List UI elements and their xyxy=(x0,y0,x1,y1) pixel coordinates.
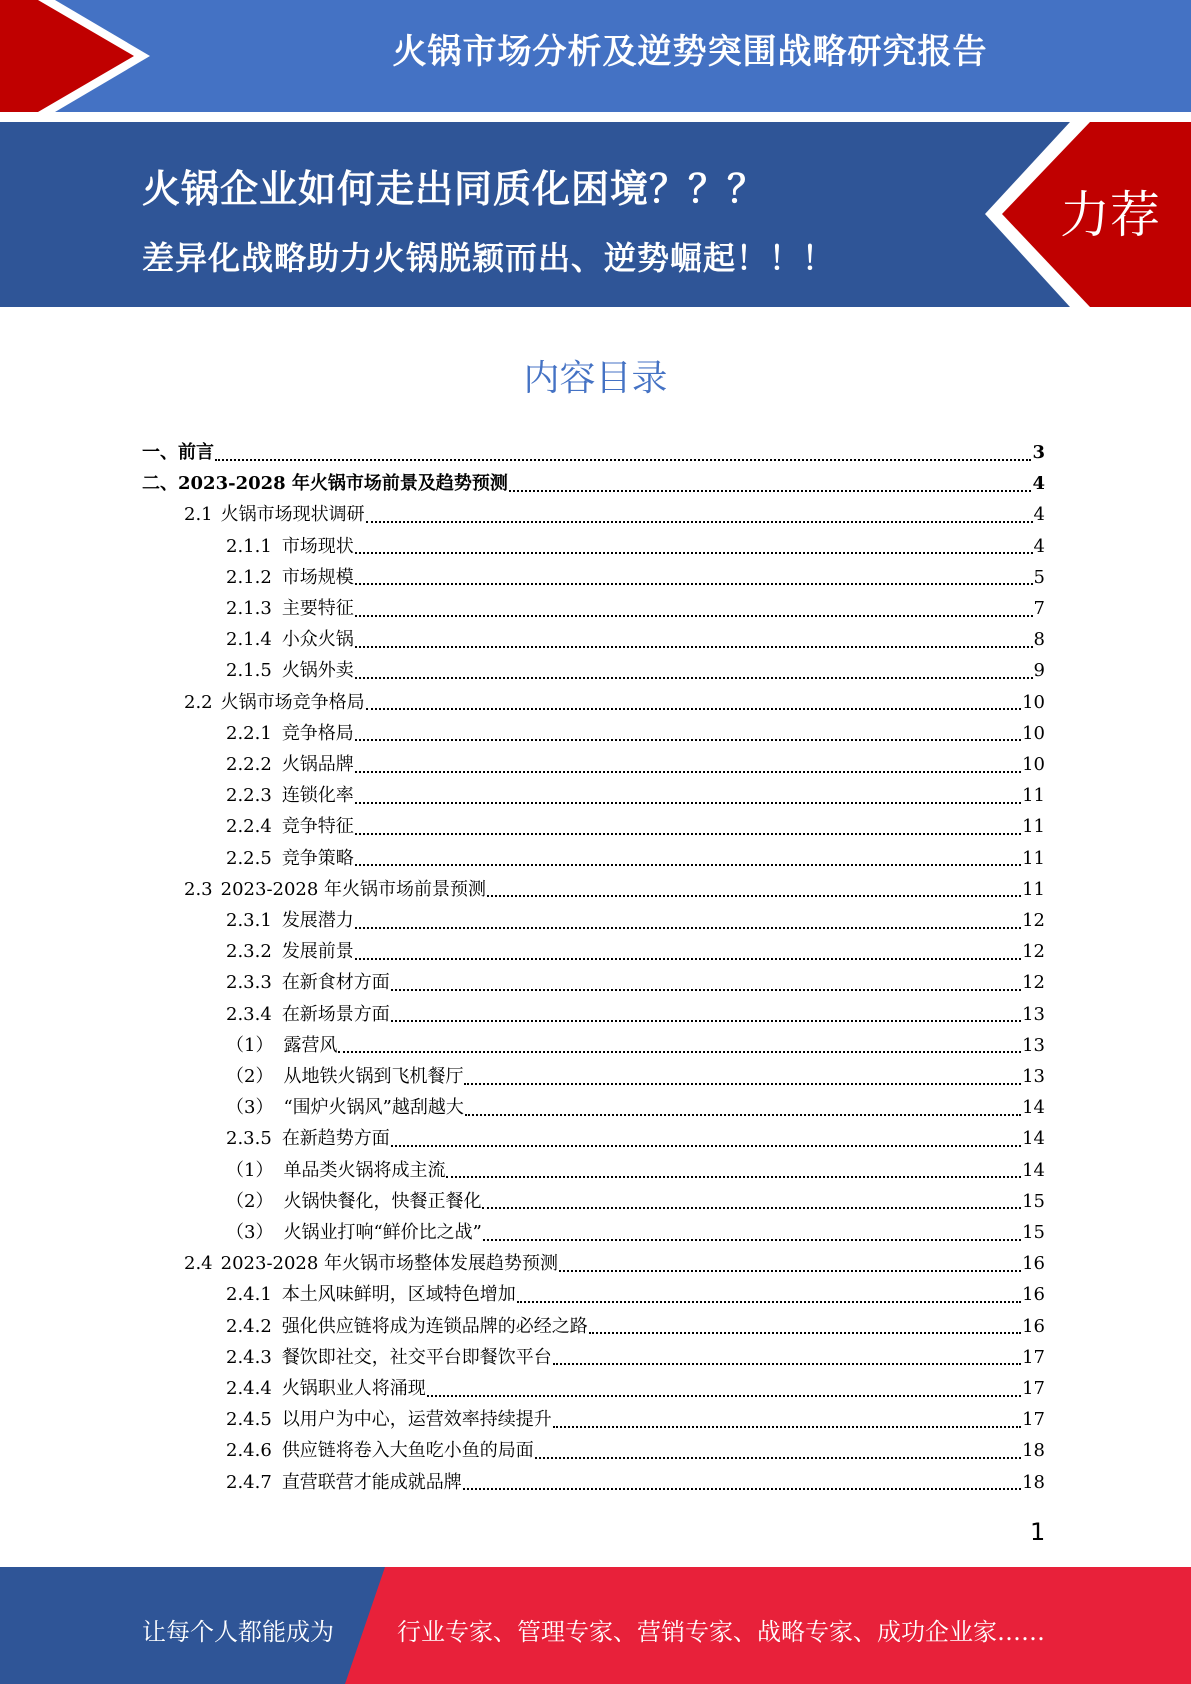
toc-leader-dots xyxy=(553,1363,1021,1365)
toc-entry-title: 市场现状 xyxy=(281,535,354,557)
toc-entry-number: 2.2 xyxy=(184,691,213,713)
toc-entry-number: 2.4.4 xyxy=(226,1378,272,1399)
toc-entry-number: 2.2.2 xyxy=(226,754,272,775)
toc-entry-page: 11 xyxy=(1022,878,1045,900)
toc-entry-page: 10 xyxy=(1022,754,1045,775)
toc-leader-dots xyxy=(215,459,1031,461)
toc-leader-dots xyxy=(427,1395,1021,1397)
toc-entry[interactable] xyxy=(226,718,1045,749)
toc-entry-number: 2.1 xyxy=(184,504,213,526)
toc-leader-dots xyxy=(391,1145,1021,1147)
toc-entry[interactable] xyxy=(226,1311,1045,1342)
toc-leader-dots xyxy=(366,708,1021,710)
toc-entry[interactable] xyxy=(226,1092,1045,1123)
toc-leader-dots xyxy=(464,1083,1021,1085)
toc-entry-title: “围炉火锅风”越刮越大 xyxy=(283,1097,464,1119)
toc-entry-number: 2.2.5 xyxy=(226,847,272,869)
toc-leader-dots xyxy=(465,1114,1021,1116)
toc-entry-title: 主要特征 xyxy=(281,598,354,619)
toc-leader-dots xyxy=(355,739,1021,741)
report-title: 火锅市场分析及逆势突围战略研究报告 xyxy=(392,32,988,72)
toc-leader-dots xyxy=(463,1488,1021,1490)
toc-entry-title: 市场规模 xyxy=(281,566,354,588)
toc-entry-title: 火锅快餐化，快餐正餐化 xyxy=(283,1190,482,1212)
toc-leader-dots xyxy=(366,521,1033,523)
toc-entry-page: 11 xyxy=(1022,816,1045,838)
toc-leader-dots xyxy=(391,989,1021,991)
toc-entry[interactable] xyxy=(226,1186,1045,1217)
toc-entry-title: 以用户为中心，运营效率持续提升 xyxy=(281,1409,552,1431)
toc-entry-page: 16 xyxy=(1022,1315,1045,1337)
toc-entry-number: 2.3.4 xyxy=(226,1003,272,1025)
hero-subheadline: 差异化战略助力火锅脱颖而出、逆势崛起！！！ xyxy=(142,239,836,277)
toc-entry-page: 18 xyxy=(1022,1440,1045,1462)
toc-entry-page: 4 xyxy=(1033,504,1045,526)
toc-entry-page: 12 xyxy=(1022,910,1045,931)
toc-entry-title: 直营联营才能成就品牌 xyxy=(281,1471,462,1493)
toc-entry-number: 2.4.1 xyxy=(226,1284,272,1306)
badge-chevron-shape xyxy=(0,122,1191,307)
toc-entry-title: 在新趋势方面 xyxy=(281,1128,390,1150)
toc-entry-title: 火锅外卖 xyxy=(281,660,354,682)
toc-leader-dots xyxy=(355,677,1033,679)
toc-entry-page: 12 xyxy=(1022,972,1045,994)
toc-entry-title: 发展前景 xyxy=(281,941,354,963)
toc-entry-page: 16 xyxy=(1022,1284,1045,1306)
toc-leader-dots xyxy=(509,490,1032,492)
toc-entry-number: 二、 xyxy=(142,473,178,495)
toc-entry-page: 9 xyxy=(1033,660,1045,682)
toc-entry-page: 8 xyxy=(1033,629,1045,651)
toc-entry[interactable] xyxy=(226,1373,1045,1404)
toc-entry-number: 2.1.4 xyxy=(226,629,272,651)
toc-entry-title: 本土风味鲜明，区域特色增加 xyxy=(281,1284,516,1306)
toc-leader-dots xyxy=(355,583,1033,585)
toc-entry[interactable] xyxy=(226,843,1045,874)
toc-entry[interactable] xyxy=(184,874,1045,905)
toc-entry-number: （2） xyxy=(226,1190,274,1212)
toc-entry-title: 在新食材方面 xyxy=(281,972,390,994)
toc-leader-dots xyxy=(355,833,1021,835)
toc-entry[interactable] xyxy=(226,967,1045,998)
toc-entry[interactable] xyxy=(226,999,1045,1030)
toc-entry-title: 从地铁火锅到飞机餐厅 xyxy=(283,1066,464,1087)
toc-entry-page: 4 xyxy=(1032,473,1045,495)
toc-entry-number: 2.1.1 xyxy=(226,535,272,557)
toc-leader-dots xyxy=(487,895,1021,897)
toc-entry-number: 2.4.2 xyxy=(226,1315,272,1337)
toc-entry-number: 2.4.5 xyxy=(226,1409,272,1431)
toc-entry-title: 发展潜力 xyxy=(281,910,354,931)
toc-entry-number: 一、 xyxy=(142,442,178,463)
toc-entry-title: 连锁化率 xyxy=(281,785,354,807)
toc-entry-page: 12 xyxy=(1022,941,1045,963)
toc-entry-title: 2023-2028 年火锅市场前景预测 xyxy=(220,878,487,900)
toc-entry[interactable] xyxy=(226,1217,1045,1248)
toc-entry-number: 2.4 xyxy=(184,1253,213,1275)
toc-leader-dots xyxy=(589,1332,1021,1334)
toc-entry[interactable] xyxy=(226,1404,1045,1435)
toc-entry[interactable] xyxy=(226,1123,1045,1154)
toc-entry[interactable] xyxy=(142,437,1045,468)
toc-entry[interactable] xyxy=(226,1435,1045,1466)
toc-leader-dots xyxy=(355,771,1021,773)
toc-entry-title: 2023-2028 年火锅市场前景及趋势预测 xyxy=(178,473,508,495)
toc-leader-dots xyxy=(483,1239,1021,1241)
toc-leader-dots xyxy=(559,1270,1021,1272)
toc-entry-title: 露营风 xyxy=(283,1034,338,1056)
toc-entry-title: 竞争策略 xyxy=(281,847,354,869)
toc-entry[interactable] xyxy=(226,624,1045,655)
toc-entry-page: 17 xyxy=(1022,1378,1045,1399)
toc-entry-number: 2.2.4 xyxy=(226,816,272,838)
toc-entry-number: 2.3 xyxy=(184,878,213,900)
toc-leader-dots xyxy=(355,552,1033,554)
toc-entry-number: 2.2.3 xyxy=(226,785,272,807)
toc-entry[interactable] xyxy=(226,1467,1045,1498)
toc-entry[interactable] xyxy=(226,655,1045,686)
toc-entry-page: 10 xyxy=(1022,691,1045,713)
toc-entry-number: 2.3.2 xyxy=(226,941,272,963)
toc-entry-title: 在新场景方面 xyxy=(281,1003,390,1025)
toc-leader-dots xyxy=(355,927,1021,929)
toc-entry-title: 火锅市场竞争格局 xyxy=(220,691,365,713)
toc-entry-number: 2.3.5 xyxy=(226,1128,272,1150)
toc-entry-number: 2.4.3 xyxy=(226,1346,272,1368)
toc-leader-dots xyxy=(446,1176,1021,1178)
toc-entry-title: 小众火锅 xyxy=(281,629,354,651)
footer-slogan-right: 行业专家、管理专家、营销专家、战略专家、成功企业家…… xyxy=(397,1618,1045,1646)
toc-entry-page: 16 xyxy=(1022,1253,1045,1275)
toc-entry-page: 10 xyxy=(1022,722,1045,744)
toc-entry-page: 5 xyxy=(1033,566,1045,588)
toc-entry-number: （1） xyxy=(226,1034,274,1056)
toc-leader-dots xyxy=(482,1207,1021,1209)
toc-entry-number: （3） xyxy=(226,1222,274,1243)
toc-entry[interactable] xyxy=(184,687,1045,718)
toc-leader-dots xyxy=(355,958,1021,960)
toc-entry-number: 2.4.6 xyxy=(226,1440,272,1462)
toc-entry-page: 3 xyxy=(1032,442,1045,463)
toc-entry-title: 单品类火锅将成主流 xyxy=(283,1159,446,1181)
toc-entry-page: 14 xyxy=(1022,1128,1045,1150)
toc-entry[interactable] xyxy=(226,811,1045,842)
toc-leader-dots xyxy=(355,615,1033,617)
toc-entry-number: 2.4.7 xyxy=(226,1471,272,1493)
toc-entry-number: 2.1.5 xyxy=(226,660,272,682)
toc-entry-title: 火锅业打响“鲜价比之战” xyxy=(283,1222,482,1243)
toc-entry[interactable] xyxy=(226,1155,1045,1186)
toc-entry-page: 18 xyxy=(1022,1471,1045,1493)
toc-entry[interactable] xyxy=(226,1061,1045,1092)
toc-entry-page: 17 xyxy=(1022,1346,1045,1368)
toc-leader-dots xyxy=(355,646,1033,648)
toc-entry-page: 14 xyxy=(1022,1159,1045,1181)
toc-entry-page: 13 xyxy=(1022,1034,1045,1056)
toc-entry-number: 2.1.2 xyxy=(226,566,272,588)
toc-entry-number: 2.2.1 xyxy=(226,722,272,744)
toc-entry-title: 火锅品牌 xyxy=(281,754,354,775)
toc-entry-page: 11 xyxy=(1022,847,1045,869)
toc-entry-number: 2.1.3 xyxy=(226,598,272,619)
toc-entry[interactable] xyxy=(226,780,1045,811)
toc-entry[interactable] xyxy=(184,499,1045,530)
toc-leader-dots xyxy=(517,1301,1021,1303)
toc-entry-title: 竞争格局 xyxy=(281,722,354,744)
toc-leader-dots xyxy=(391,1020,1021,1022)
red-chevron-shape xyxy=(0,0,160,112)
toc-entry[interactable] xyxy=(226,1342,1045,1373)
toc-entry[interactable] xyxy=(184,1248,1045,1279)
toc-leader-dots xyxy=(355,864,1021,866)
toc-entry-number: （1） xyxy=(226,1159,274,1181)
toc-entry-title: 2023-2028 年火锅市场整体发展趋势预测 xyxy=(220,1253,559,1275)
recommend-badge: 力荐 xyxy=(1060,186,1160,244)
toc-entry-page: 14 xyxy=(1022,1097,1045,1119)
page-number: 1 xyxy=(1030,1518,1046,1546)
toc-entry-number: 2.3.3 xyxy=(226,972,272,994)
toc-entry[interactable] xyxy=(226,593,1045,624)
hero-headline: 火锅企业如何走出同质化困境？？？ xyxy=(142,167,767,211)
footer-slogan-left: 让每个人都能成为 xyxy=(142,1618,334,1646)
toc-entry[interactable] xyxy=(226,905,1045,936)
toc-entry[interactable] xyxy=(226,562,1045,593)
toc-entry[interactable] xyxy=(226,749,1045,780)
toc-entry-title: 前言 xyxy=(178,442,214,463)
toc-entry[interactable] xyxy=(226,936,1045,967)
toc-entry-title: 餐饮即社交，社交平台即餐饮平台 xyxy=(281,1346,552,1368)
toc-entry-page: 13 xyxy=(1022,1003,1045,1025)
toc-leader-dots xyxy=(338,1051,1021,1053)
toc-entry-title: 竞争特征 xyxy=(281,816,354,838)
toc-leader-dots xyxy=(535,1457,1021,1459)
toc-heading: 内容目录 xyxy=(523,358,668,399)
toc-entry-title: 供应链将卷入大鱼吃小鱼的局面 xyxy=(281,1440,534,1462)
toc-entry-title: 强化供应链将成为连锁品牌的必经之路 xyxy=(281,1315,588,1337)
toc-entry-number: （2） xyxy=(226,1066,274,1087)
toc-entry-number: 2.3.1 xyxy=(226,910,272,931)
toc-entry-page: 4 xyxy=(1033,535,1045,557)
toc-entry-page: 11 xyxy=(1022,785,1045,807)
toc-entry-page: 7 xyxy=(1033,598,1045,619)
toc-entry[interactable] xyxy=(226,1030,1045,1061)
toc-entry[interactable] xyxy=(142,468,1045,499)
toc-entry-page: 15 xyxy=(1022,1222,1045,1243)
toc-entry-number: （3） xyxy=(226,1097,274,1119)
toc-leader-dots xyxy=(355,802,1021,804)
toc-entry-page: 17 xyxy=(1022,1409,1045,1431)
toc-entry-title: 火锅职业人将涌现 xyxy=(281,1378,426,1399)
toc-entry[interactable] xyxy=(226,531,1045,562)
toc-entry-page: 13 xyxy=(1022,1066,1045,1087)
toc-leader-dots xyxy=(553,1426,1021,1428)
toc-entry-page: 15 xyxy=(1022,1190,1045,1212)
toc-entry[interactable] xyxy=(226,1279,1045,1310)
toc-entry-title: 火锅市场现状调研 xyxy=(220,504,365,526)
